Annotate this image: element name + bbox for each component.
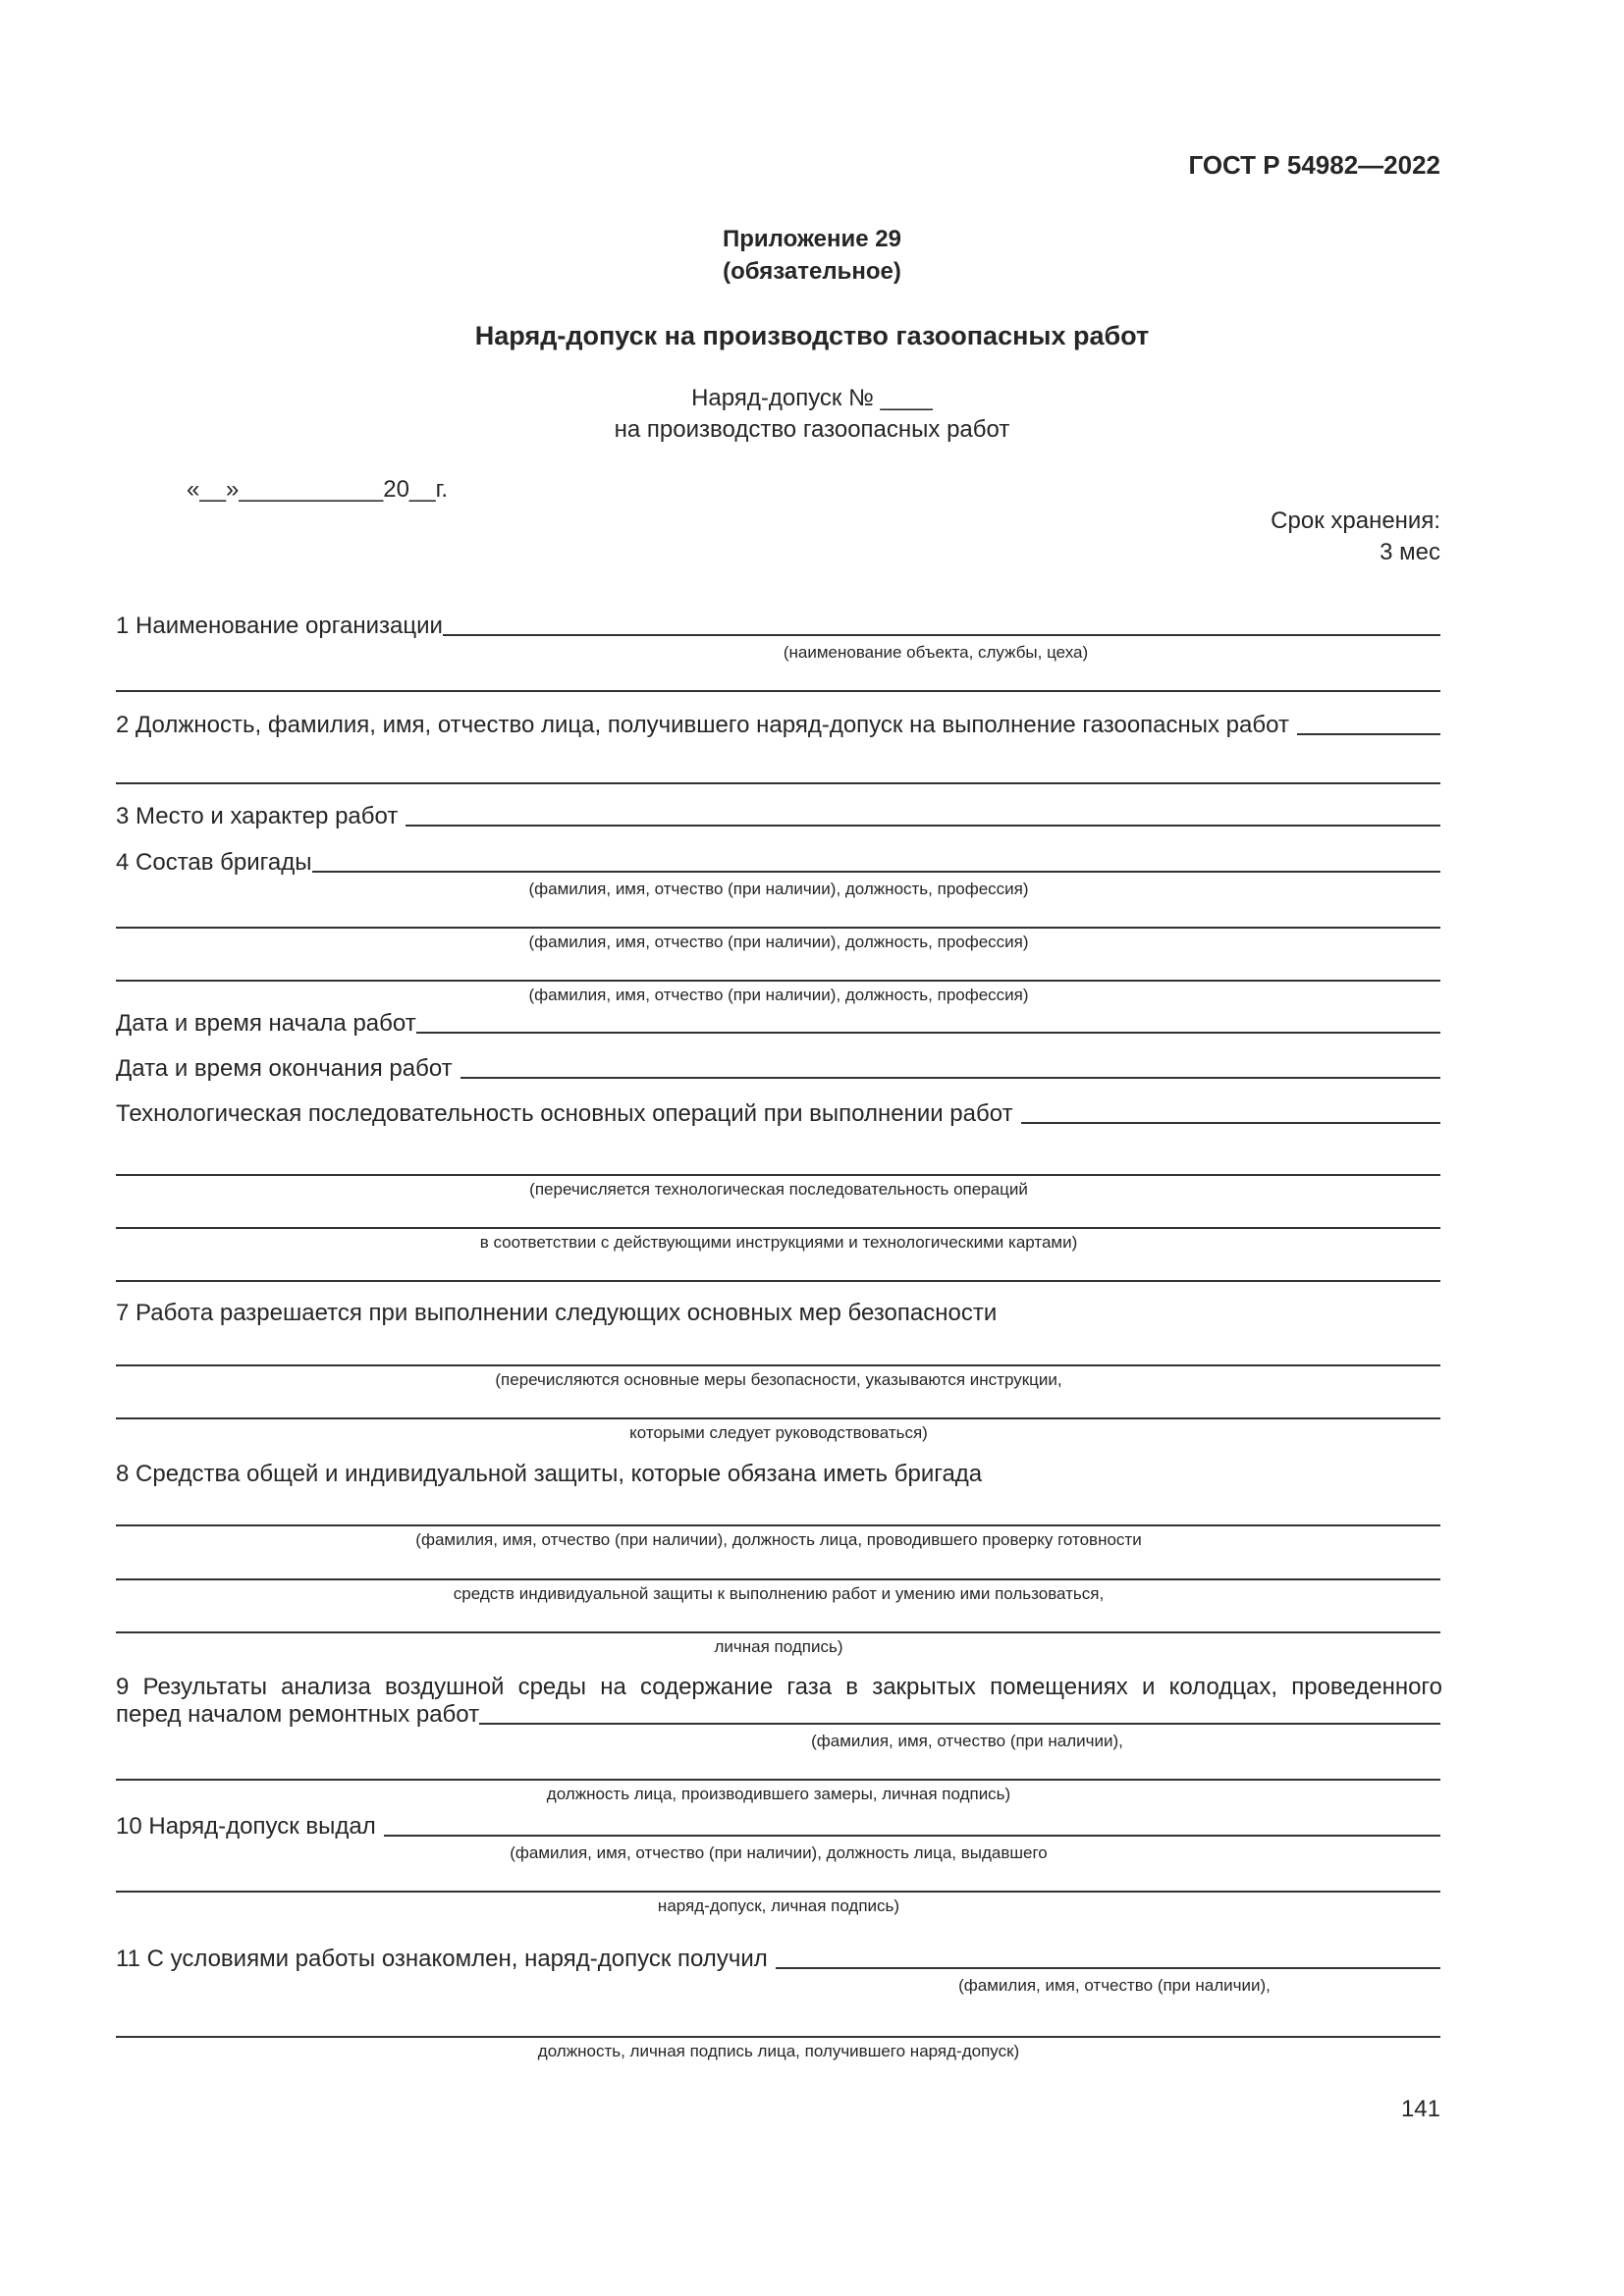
- fill-line[interactable]: [116, 1280, 1440, 1282]
- field-hint: личная подпись): [714, 1637, 843, 1656]
- field-organization: [116, 610, 1440, 639]
- fill-line[interactable]: [116, 1417, 1440, 1419]
- field-label: перед началом ремонтных работ: [116, 1701, 480, 1728]
- field-hint: (фамилия, имя, отчество (при наличии), должность, профессия): [528, 986, 1029, 1004]
- fill-line[interactable]: [116, 1364, 1440, 1366]
- field-hint: которыми следует руководствоваться): [629, 1423, 928, 1442]
- field-responsible-person: [116, 709, 1440, 738]
- field-received-by: [116, 1943, 1440, 1972]
- appendix-subtitle: (обязательное): [723, 258, 901, 285]
- fill-line[interactable]: [116, 1631, 1440, 1633]
- field-hint: (фамилия, имя, отчество (при наличии),: [958, 1976, 1271, 1995]
- field-start-time: [116, 1007, 1440, 1037]
- field-label: 2 Должность, фамилия, имя, отчество лица, получившего наряд-допуск на выполнение газоопасных работ: [116, 712, 1289, 738]
- field-label: Дата и время начала работ: [116, 1010, 416, 1037]
- fill-line[interactable]: [116, 1578, 1440, 1580]
- fill-line[interactable]: [443, 634, 1440, 636]
- field-hint: (фамилия, имя, отчество (при наличии),: [811, 1732, 1123, 1750]
- field-label: 1 Наименование организации: [116, 613, 443, 639]
- fill-line[interactable]: [776, 1967, 1440, 1969]
- fill-line[interactable]: [116, 782, 1440, 784]
- fill-line[interactable]: [116, 1779, 1440, 1781]
- field-hint: в соответствии с действующими инструкциями и технологическими картами): [479, 1233, 1078, 1252]
- retention-value: 3 мес: [1380, 539, 1440, 565]
- field-hint: (наименование объекта, службы, цеха): [783, 643, 1089, 662]
- field-work-place: [116, 800, 1440, 829]
- fill-line[interactable]: [416, 1032, 1440, 1034]
- field-label: 11 С условиями работы ознакомлен, наряд-допуск получил: [116, 1946, 768, 1972]
- field-label: 4 Состав бригады: [116, 849, 312, 876]
- fill-line[interactable]: [479, 1723, 1440, 1725]
- retention-label: Срок хранения:: [1271, 507, 1440, 534]
- page-number: 141: [1400, 2096, 1440, 2122]
- field-air-analysis: [116, 1698, 1440, 1728]
- field-end-time: [116, 1052, 1440, 1082]
- field-label: Технологическая последовательность основных операций при выполнении работ: [116, 1100, 1013, 1127]
- field-hint: (фамилия, имя, отчество (при наличии), должность лица, выдавшего: [510, 1843, 1048, 1862]
- field-air-analysis-label: 9 Результаты анализа воздушной среды на содержание газа в закрытых помещениях и колодцах, проведенного: [116, 1674, 1442, 1700]
- fill-line[interactable]: [116, 1524, 1440, 1526]
- fill-line[interactable]: [460, 1077, 1440, 1079]
- field-issued-by: [116, 1810, 1440, 1840]
- fill-line[interactable]: [116, 1227, 1440, 1229]
- field-label: Дата и время окончания работ: [116, 1055, 453, 1082]
- field-label: 10 Наряд-допуск выдал: [116, 1813, 376, 1840]
- fill-line[interactable]: [116, 1891, 1440, 1893]
- fill-line[interactable]: [1021, 1122, 1440, 1124]
- document-title: Наряд-допуск на производство газоопасных работ: [474, 321, 1150, 350]
- fill-line[interactable]: [312, 871, 1440, 873]
- permit-number-line: Наряд-допуск № ____: [691, 385, 933, 411]
- field-tech-sequence: [116, 1097, 1440, 1127]
- standard-number: ГОСТ Р 54982—2022: [1188, 150, 1440, 180]
- field-hint: (перечисляется технологическая последовательность операций: [529, 1180, 1028, 1199]
- field-hint: (фамилия, имя, отчество (при наличии), должность лица, проводившего проверку готовности: [415, 1530, 1142, 1549]
- field-hint: должность, личная подпись лица, получившего наряд-допуск): [537, 2042, 1020, 2060]
- appendix-title: Приложение 29: [723, 226, 901, 252]
- field-hint: должность лица, производившего замеры, личная подпись): [546, 1785, 1011, 1803]
- fill-line[interactable]: [116, 690, 1440, 692]
- field-hint: (перечисляются основные меры безопасности, указываются инструкции,: [495, 1370, 1062, 1389]
- permit-subtitle-line: на производство газоопасных работ: [614, 416, 1010, 443]
- field-hint: средств индивидуальной защиты к выполнению работ и умению ими пользоваться,: [453, 1584, 1105, 1603]
- field-protection-label: 8 Средства общей и индивидуальной защиты, которые обязана иметь бригада: [116, 1461, 983, 1487]
- field-safety-measures-label: 7 Работа разрешается при выполнении следующих основных мер безопасности: [116, 1300, 998, 1326]
- field-hint: (фамилия, имя, отчество (при наличии), должность, профессия): [528, 933, 1029, 951]
- field-hint: наряд-допуск, личная подпись): [657, 1896, 900, 1915]
- fill-line[interactable]: [116, 2036, 1440, 2038]
- fill-line[interactable]: [1297, 733, 1440, 735]
- fill-line[interactable]: [116, 980, 1440, 982]
- date-line: «__»___________20__г.: [187, 476, 449, 503]
- fill-line[interactable]: [406, 825, 1440, 827]
- fill-line[interactable]: [384, 1835, 1440, 1837]
- fill-line[interactable]: [116, 927, 1440, 929]
- fill-line[interactable]: [116, 1174, 1440, 1176]
- field-team: [116, 846, 1440, 876]
- field-label: 3 Место и характер работ: [116, 803, 399, 829]
- field-hint: (фамилия, имя, отчество (при наличии), должность, профессия): [528, 880, 1029, 898]
